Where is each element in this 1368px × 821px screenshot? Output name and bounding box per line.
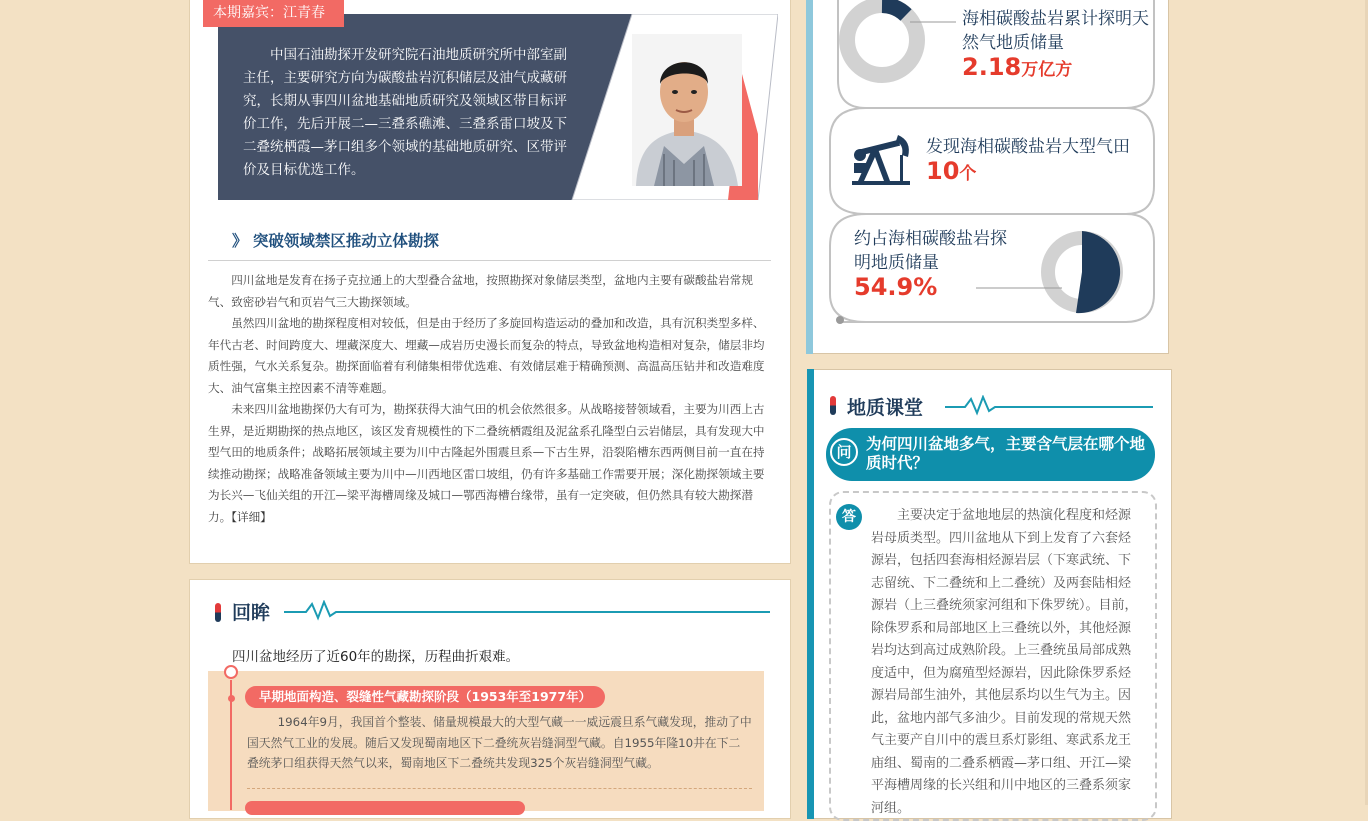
stat-reserves	[962, 7, 1152, 82]
article-paragraph-text: 未来四川盆地勘探仍大有可为，勘探获得大油气田的机会依然很多。从战略接替领域看，主要为川西上古生界，是近期勘探的热点地区，该区发育规模性的下二叠统栖霞组及泥盆系孔隆型白云岩储层，具有发现大中型气田的地质条件；战略拓展领域主要为川中古隆起外围震旦系—下古生界，沿裂陷槽东西两侧目前一直在持续推动勘探；战略准备领域主要为川中—川西地区雷口坡组，仍有许多基础工作需要开展；深化勘探领域主要为长兴—飞仙关组的开江—梁平海槽周缘及城口—鄂西海槽台缘带，虽有一定突破，但仍然具有较大勘探潜力。	[208, 402, 765, 524]
article-body	[208, 270, 772, 528]
classroom-accent-bar	[807, 369, 814, 819]
answer-badge: 答	[836, 504, 862, 530]
stat-label: 约占海相碳酸盐岩探明地质储量	[854, 229, 1007, 273]
review-intro: 四川盆地经历了近60年的勘探，历程曲折艰难。	[232, 649, 520, 665]
timeline-dot	[228, 695, 235, 702]
question-badge: 问	[830, 438, 858, 466]
stat-value: 10	[926, 157, 960, 185]
pulse-line-icon	[945, 395, 1153, 417]
article-paragraph	[208, 399, 772, 528]
stat-unit: 万亿方	[1021, 60, 1073, 80]
article-paragraph: 四川盆地是发育在扬子克拉通上的大型叠合盆地，按照勘探对象储层类型，盆地内主要有碳酸盐岩常规气、致密砂岩气和页岩气三大勘探领域。	[208, 273, 753, 309]
stat-label: 海相碳酸盐岩累计探明天然气地质储量	[962, 9, 1149, 53]
title-marker-icon	[215, 603, 221, 622]
answer-text: 主要决定于盆地地层的热演化程度和烃源岩母质类型。四川盆地从下到上发育了六套烃源岩，包括四套海相烃源岩层（下寒武统、下志留统、下二叠统和上二叠统）及两套陆相烃源岩（上三叠统须家河组和下侏罗统）。目前，除侏罗系和局部地区上三叠统以外，其他烃源岩均达到高过成熟阶段。上三叠统虽局部成熟度适中，但为腐殖型烃源岩，因此除侏罗系烃源岩局部生油外，其他层系均以生气为主。因此，盆地内部气多油少。目前发现的常规天然气主要产自川中的震旦系灯影组、寒武系龙王庙组、蜀南的二叠系栖霞—茅口组、开江—梁平海槽周缘的长兴组和川中地区的三叠系须家河组。	[871, 508, 1138, 816]
stats-accent-bar	[806, 0, 813, 354]
timeline-start-dot	[224, 665, 238, 679]
stat-value: 54.9%	[854, 273, 938, 301]
stat-gas-fields	[926, 135, 1146, 186]
section-heading: 》 突破领域禁区推动立体勘探	[232, 232, 439, 250]
more-link[interactable]: 【详细】	[231, 509, 272, 524]
guest-portrait	[632, 34, 742, 186]
stat-unit: 个	[959, 164, 977, 184]
classroom-title: 地质课堂	[847, 397, 924, 419]
article-paragraph: 虽然四川盆地的勘探程度相对较低，但是由于经历了多旋回构造运动的叠加和改造，具有沉积类型多样、年代古老、时间跨度大、埋藏深度大、埋藏—成岩历史漫长而复杂的特点，导致盆地构造相对复杂，储层非均质性强，气水关系复杂。勘探面临着有利储集相带优选难、有效储层难于精确预测、高温高压钻井和改造难度大、油气富集主控因素不清等难题。	[208, 316, 765, 395]
donut-chart-reserves	[847, 5, 956, 75]
question-text: 为何四川盆地多气，主要含气层在哪个地质时代？	[866, 435, 1146, 472]
stage-divider	[247, 788, 752, 789]
divider	[208, 260, 771, 261]
stat-share	[854, 227, 1014, 302]
stage-title: 早期地面构造、裂缝性气藏勘探阶段（1953年至1977年）	[245, 686, 605, 708]
stat-value: 2.18	[962, 53, 1022, 81]
review-title: 回眸	[232, 602, 271, 624]
title-marker-icon	[830, 396, 836, 415]
next-stage-title	[245, 801, 525, 815]
oil-pump-icon	[850, 123, 912, 187]
pulse-line-icon	[284, 600, 770, 622]
stat-label: 发现海相碳酸盐岩大型气田	[926, 137, 1130, 157]
guest-tag: 本期嘉宾：江青春	[203, 0, 344, 27]
guest-bio: 中国石油勘探开发研究院石油地质研究所中部室副主任，主要研究方向为碳酸盐岩沉积储层及油气成藏研究，长期从事四川盆地基础地质研究及领域区带目标评价工作，先后开展二—三叠系礁滩、三叠系雷口坡及下二叠统栖霞—茅口组多个领域的基础地质研究、区带评价及目标优选工作。	[243, 47, 567, 178]
stage-text: 1964年9月，我国首个整装、储量规模最大的大型气藏一一威远震旦系气藏发现，推动了中国天然气工业的发展。随后又发现蜀南地区下二叠统灰岩缝洞型气藏。自1955年隆10井在下二叠统茅口组获得天然气以来，蜀南地区下二叠统共发现325个灰岩缝洞型气藏。	[247, 715, 752, 770]
